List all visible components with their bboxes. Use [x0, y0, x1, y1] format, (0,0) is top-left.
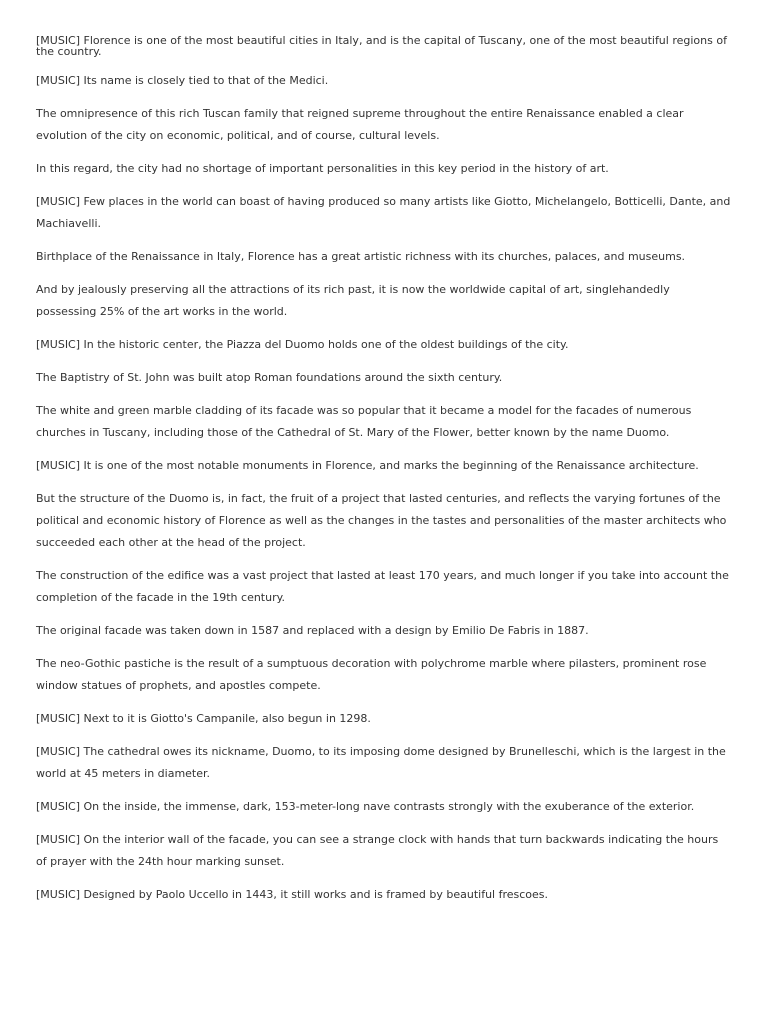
transcript-paragraph: In this regard, the city had no shortage of important personalities in this key period in the history of art. [36, 162, 609, 175]
transcript-paragraph: [MUSIC] It is one of the most notable monuments in Florence, and marks the beginning of the Renaissance architecture. [36, 459, 699, 472]
transcript-paragraph: Birthplace of the Renaissance in Italy, Florence has a great artistic richness with its churches, palaces, and museums. [36, 250, 686, 263]
transcript-paragraph: The neo-Gothic pastiche is the result of a sumptuous decoration with polychrome marble where pilasters, prominent rose window statues of prophets, and apostles compete. [36, 657, 707, 692]
transcript-paragraph: The construction of the edifice was a vast project that lasted at least 170 years, and much longer if you take into account the completion of the facade in the 19th century. [36, 569, 729, 604]
transcript-paragraph: The original facade was taken down in 1587 and replaced with a design by Emilio De Fabris in 1887. [36, 624, 589, 637]
transcript-paragraph: [MUSIC] In the historic center, the Piazza del Duomo holds one of the oldest buildings of the city. [36, 338, 569, 351]
transcript-body [36, 35, 732, 906]
transcript-paragraph: [MUSIC] Few places in the world can boast of having produced so many artists like Giotto, Michelangelo, Botticelli, Dante, and Machiavelli. [36, 195, 731, 230]
transcript-paragraph: But the structure of the Duomo is, in fact, the fruit of a project that lasted centuries, and reflects the varying fortunes of the political and economic history of Florence as well as the changes in the tastes and personalities of the master architects who succeeded each other at the head of the project. [36, 492, 727, 549]
transcript-paragraph: The Baptistry of St. John was built atop Roman foundations around the sixth century. [36, 371, 503, 384]
transcript-paragraph: [MUSIC] On the inside, the immense, dark, 153-meter-long nave contrasts strongly with the exuberance of the exterior. [36, 800, 695, 813]
transcript-paragraph: And by jealously preserving all the attractions of its rich past, it is now the worldwide capital of art, singlehandedly possessing 25% of the art works in the world. [36, 283, 670, 318]
transcript-paragraph: The omnipresence of this rich Tuscan family that reigned supreme throughout the entire Renaissance enabled a clear evolution of the city on economic, political, and of course, cultural levels. [36, 107, 684, 142]
transcript-paragraph: [MUSIC] Its name is closely tied to that of the Medici. [36, 74, 329, 87]
transcript-paragraph: [MUSIC] Florence is one of the most beautiful cities in Italy, and is the capital of Tuscany, one of the most beautiful regions of the country. [36, 34, 727, 58]
transcript-paragraph: [MUSIC] The cathedral owes its nickname, Duomo, to its imposing dome designed by Brunelleschi, which is the largest in the world at 45 meters in diameter. [36, 745, 726, 780]
transcript-paragraph: [MUSIC] Next to it is Giotto's Campanile, also begun in 1298. [36, 712, 371, 725]
transcript-paragraph: [MUSIC] Designed by Paolo Uccello in 1443, it still works and is framed by beautiful frescoes. [36, 888, 549, 901]
transcript-paragraph: The white and green marble cladding of its facade was so popular that it became a model for the facades of numerous churches in Tuscany, including those of the Cathedral of St. Mary of the Flower, better known by the name Duomo. [36, 404, 692, 439]
transcript-paragraph: [MUSIC] On the interior wall of the facade, you can see a strange clock with hands that turn backwards indicating the hours of prayer with the 24th hour marking sunset. [36, 833, 719, 868]
